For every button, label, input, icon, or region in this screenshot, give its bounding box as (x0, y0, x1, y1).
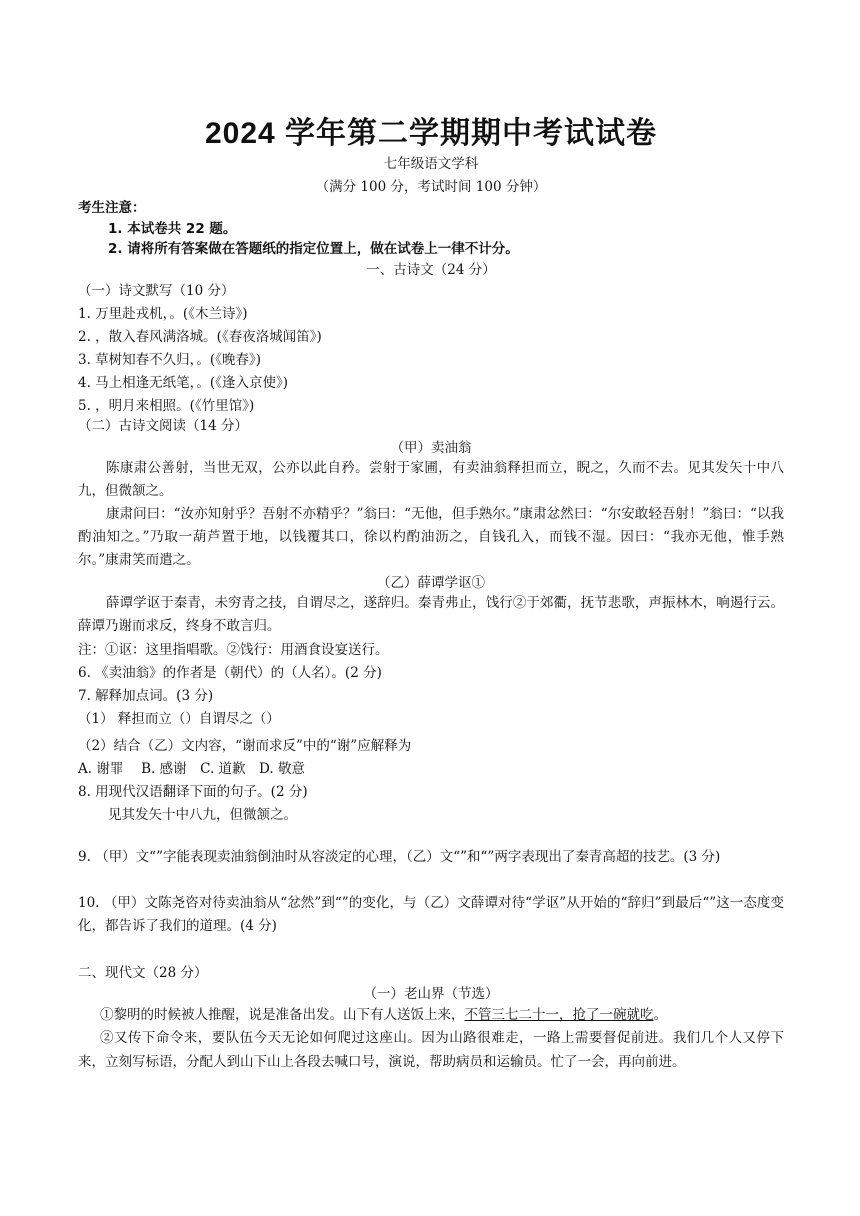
recitation-item: 2. ，散入春风满洛城。(《春夜洛城闻笛》) (78, 329, 322, 345)
notice-item: 2. 请将所有答案做在答题纸的指定位置上，做在试卷上一律不计分。 (108, 241, 519, 257)
question-8-sentence: 见其发矢十中八九，但微颔之。 (108, 807, 297, 823)
sec1-heading: （一）诗文默写（10 分） (78, 283, 235, 299)
passage-jia-title: （甲）卖油翁 (390, 440, 472, 456)
question-7-2: （2）结合（乙）文内容，“谢而求反”中的“谢”应解释为 (78, 738, 412, 754)
question-10: 10. （甲）文陈尧咨对待卖油翁从“忿然”到“”的变化，与（乙）文薛谭对待“学讴”从开始的“辞归”到最后“”这一态度变化，都告诉了我们的道理。(4 分) (78, 895, 784, 934)
notice-heading: 考生注意： (78, 200, 146, 216)
exam-info: （满分 100 分，考试时间 100 分钟） (315, 179, 547, 195)
passage-yi-paragraph: 薛谭学讴于秦青，未穷青之技，自谓尽之，遂辞归。秦青弗止，饯行②于郊衢，抚节悲歌，声振林木，响遏行云。薛谭乃谢而求反，终身不敢言归。 (78, 595, 784, 634)
question-6: 6. 《卖油翁》的作者是（朝代）的（人名）。(2 分) (78, 665, 382, 681)
passage-title: （一）老山界（节选） (363, 986, 499, 1002)
notice-item: 1. 本试卷共 22 题。 (108, 221, 237, 237)
question-7: 7. 解释加点词。(3 分) (78, 688, 214, 704)
part2-heading: 二、现代文（28 分） (78, 965, 208, 981)
passage-jia-paragraph: 康肃问曰：“汝亦知射乎？吾射不亦精乎？”翁曰：“无他，但手熟尔。”康肃忿然曰：“尔安敢轻吾射！”翁曰：“以我酌油知之。”乃取一葫芦置于地，以钱覆其口，徐以杓酌油沥之，自钱孔入，而钱不湿。因曰：“我亦无他，惟手熟尔。”康肃笑而遣之。 (78, 506, 784, 568)
sec2-heading: （二）古诗文阅读（14 分） (78, 418, 248, 434)
recitation-item: 5. ，明月来相照。(《竹里馆》) (78, 398, 255, 414)
annotation-note: 注：①讴：这里指唱歌。②饯行：用酒食设宴送行。 (78, 642, 389, 658)
underlined-sentence: 不管三七二十一，抢了一碗就吃 (464, 1007, 654, 1023)
part1-heading: 一、古诗文（24 分） (366, 262, 496, 278)
exam-title: 2024 学年第二学期期中考试试卷 (204, 117, 658, 150)
passage-paragraph-2: ②又传下命令来，要队伍今天无论如何爬过这座山。因为山路很难走，一路上需要督促前进。我们几个人又停下来，立刻写标语，分配人到山下山上各段去喊口号，演说，帮助病员和运输员。忙了一会，再向前进。 (78, 1030, 784, 1070)
passage-yi-title: （乙）薛谭学讴① (377, 575, 485, 591)
question-7-options: A. 谢罪 B. 感谢 C. 道歉 D. 敬意 (78, 761, 305, 777)
question-8: 8. 用现代汉语翻译下面的句子。(2 分) (78, 784, 308, 800)
passage-jia-paragraph: 陈康肃公善射，当世无双，公亦以此自矜。尝射于家圃，有卖油翁释担而立，睨之，久而不去。见其发矢十中八九，但微颔之。 (78, 460, 784, 499)
question-7-1: （1） 释担而立（）自谓尽之（） (78, 711, 280, 727)
recitation-item: 4. 马上相逢无纸笔，。(《逢入京使》) (78, 375, 288, 391)
passage-paragraph-1: ①黎明的时候被人推醒，说是准备出发。山下有人送饭上来，不管三七二十一，抢了一碗就吃。 (100, 1007, 667, 1023)
question-9: 9. （甲）文“”字能表现卖油翁倒油时从容淡定的心理，（乙）文“”和“”两字表现出了秦青高超的技艺。(3 分) (78, 849, 721, 865)
recitation-item: 3. 草树知春不久归，。(《晚春》) (78, 352, 261, 368)
recitation-item: 1. 万里赴戎机，。(《木兰诗》) (78, 306, 248, 322)
exam-subtitle: 七年级语文学科 (383, 156, 479, 172)
